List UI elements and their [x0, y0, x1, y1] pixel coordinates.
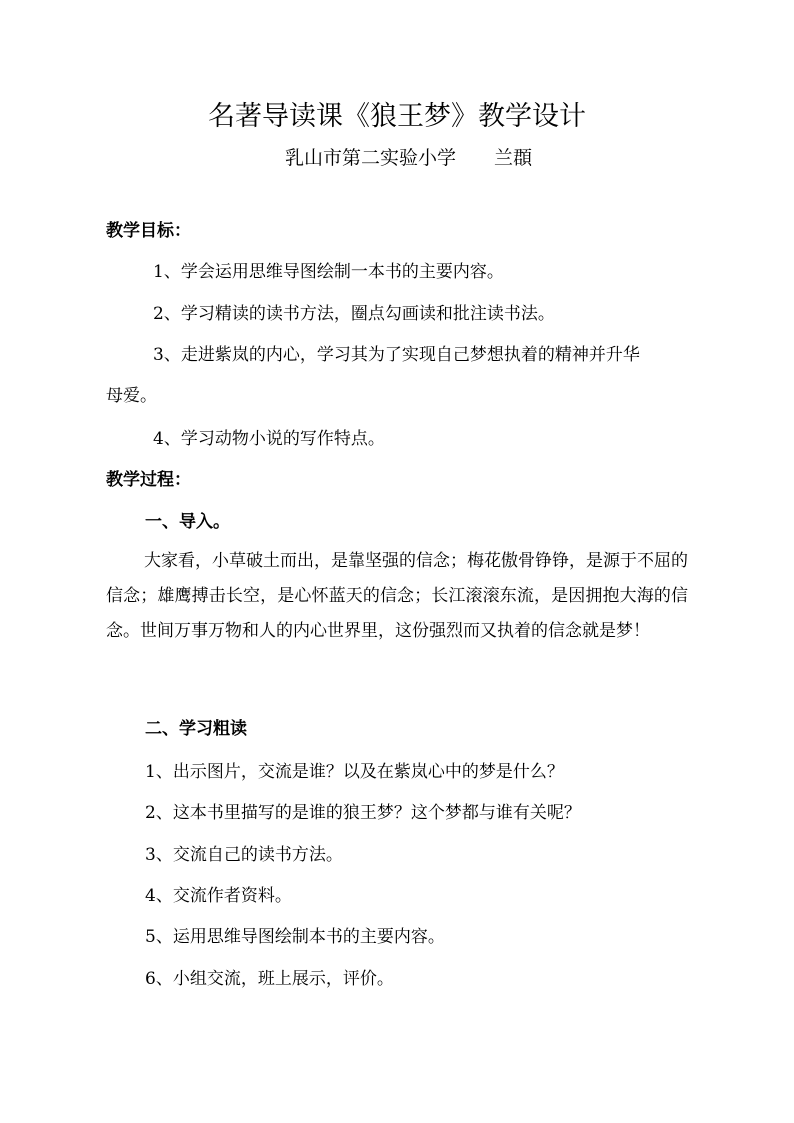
reading-step: 3、交流自己的读书方法。 — [145, 845, 343, 865]
goal-item: 4、学习动物小说的写作特点。 — [153, 429, 385, 449]
author-name: 兰頵 — [494, 147, 533, 169]
reading-step: 4、交流作者资料。 — [145, 886, 292, 906]
goal-item: 3、走进紫岚的内心，学习其为了实现自己梦想执着的精神并升华 — [153, 345, 640, 365]
goal-item: 1、学会运用思维导图绘制一本书的主要内容。 — [153, 262, 504, 282]
process-heading: 教学过程： — [106, 470, 191, 490]
goals-heading: 教学目标： — [106, 221, 191, 241]
goal-item: 2、学习精读的读书方法，圈点勾画读和批注读书法。 — [153, 304, 555, 324]
part1-heading: 一、导入。 — [145, 512, 230, 532]
goal-item-continuation: 母爱。 — [106, 386, 157, 406]
reading-step: 1、出示图片，交流是谁？以及在紫岚心中的梦是什么？ — [145, 762, 564, 782]
reading-step: 6、小组交流，班上展示，评价。 — [145, 969, 394, 989]
school-name: 乳山市第二实验小学 — [285, 147, 457, 169]
reading-step: 5、运用思维导图绘制本书的主要内容。 — [145, 927, 445, 947]
intro-paragraph: 大家看，小草破土而出，是靠坚强的信念；梅花傲骨铮铮，是源于不屈的信念；雄鹰搏击长空，是心怀蓝天的信念；长江滚滚东流，是因拥抱大海的信念。世间万事万物和人的内心世界里，这份强烈而又执着的信念就是梦！ — [106, 551, 688, 641]
document-title: 名著导读课《狼王梦》教学设计 — [208, 101, 586, 132]
reading-step: 2、这本书里描写的是谁的狼王梦？这个梦都与谁有关呢？ — [145, 803, 581, 823]
document-byline — [285, 145, 532, 171]
part2-heading: 二、学习粗读 — [145, 719, 247, 739]
